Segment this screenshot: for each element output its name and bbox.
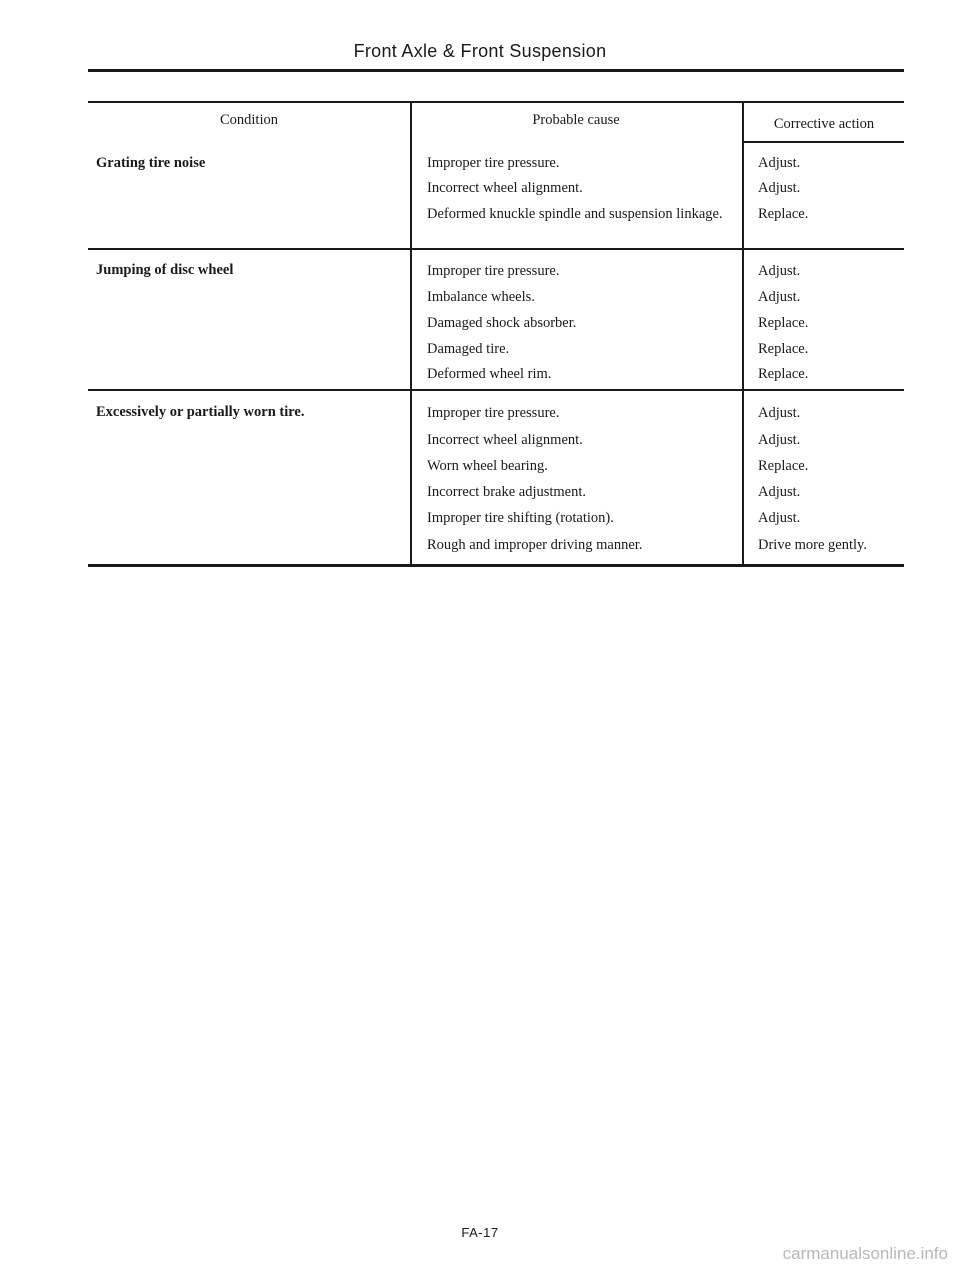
action-cell: Replace. — [758, 315, 809, 331]
action-cell: Adjust. — [758, 155, 801, 171]
action-cell: Adjust. — [758, 484, 801, 500]
header-underline-rule — [742, 141, 904, 143]
watermark: carmanualsonline.info — [782, 1244, 948, 1263]
action-cell: Replace. — [758, 206, 809, 222]
action-cell: Adjust. — [758, 405, 801, 421]
cause-cell: Deformed knuckle spindle and suspension linkage. — [427, 206, 723, 222]
condition-cell: Grating tire noise — [96, 155, 206, 171]
header-condition: Condition — [219, 112, 278, 128]
cause-cell: Imbalance wheels. — [427, 289, 535, 305]
cause-cell: Incorrect wheel alignment. — [427, 432, 583, 448]
action-cell: Adjust. — [758, 289, 801, 305]
group-divider-rule — [88, 389, 904, 391]
page-title: Front Axle & Front Suspension — [353, 41, 607, 61]
table-bottom-rule — [88, 564, 904, 567]
cause-cell: Improper tire pressure. — [427, 155, 560, 171]
action-cell: Adjust. — [758, 432, 801, 448]
action-cell: Adjust. — [758, 263, 801, 279]
action-cell: Replace. — [758, 458, 809, 474]
action-cell: Adjust. — [758, 510, 801, 526]
column-rule-action — [742, 102, 744, 566]
table-top-rule — [88, 101, 904, 103]
cause-cell: Improper tire pressure. — [427, 405, 560, 421]
cause-cell: Improper tire shifting (rotation). — [427, 510, 614, 526]
action-cell: Replace. — [758, 366, 809, 382]
action-cell: Replace. — [758, 341, 809, 357]
action-cell: Adjust. — [758, 180, 801, 196]
cause-cell: Rough and improper driving manner. — [427, 537, 643, 553]
title-rule — [88, 69, 904, 72]
cause-cell: Improper tire pressure. — [427, 263, 560, 279]
cause-cell: Deformed wheel rim. — [427, 366, 552, 382]
cause-cell: Incorrect brake adjustment. — [427, 484, 587, 500]
condition-cell: Jumping of disc wheel — [96, 262, 234, 278]
condition-cell: Excessively or partially worn tire. — [96, 404, 305, 420]
cause-cell: Damaged tire. — [427, 341, 510, 357]
header-probable-cause: Probable cause — [532, 112, 620, 128]
header-corrective-action: Corrective action — [773, 116, 875, 132]
cause-cell: Incorrect wheel alignment. — [427, 180, 583, 196]
group-divider-rule — [88, 248, 904, 250]
cause-cell: Damaged shock absorber. — [427, 315, 577, 331]
action-cell: Drive more gently. — [758, 537, 867, 553]
page-footer: FA-17 — [461, 1225, 499, 1240]
cause-cell: Worn wheel bearing. — [427, 458, 548, 474]
column-rule-cause — [410, 102, 412, 566]
